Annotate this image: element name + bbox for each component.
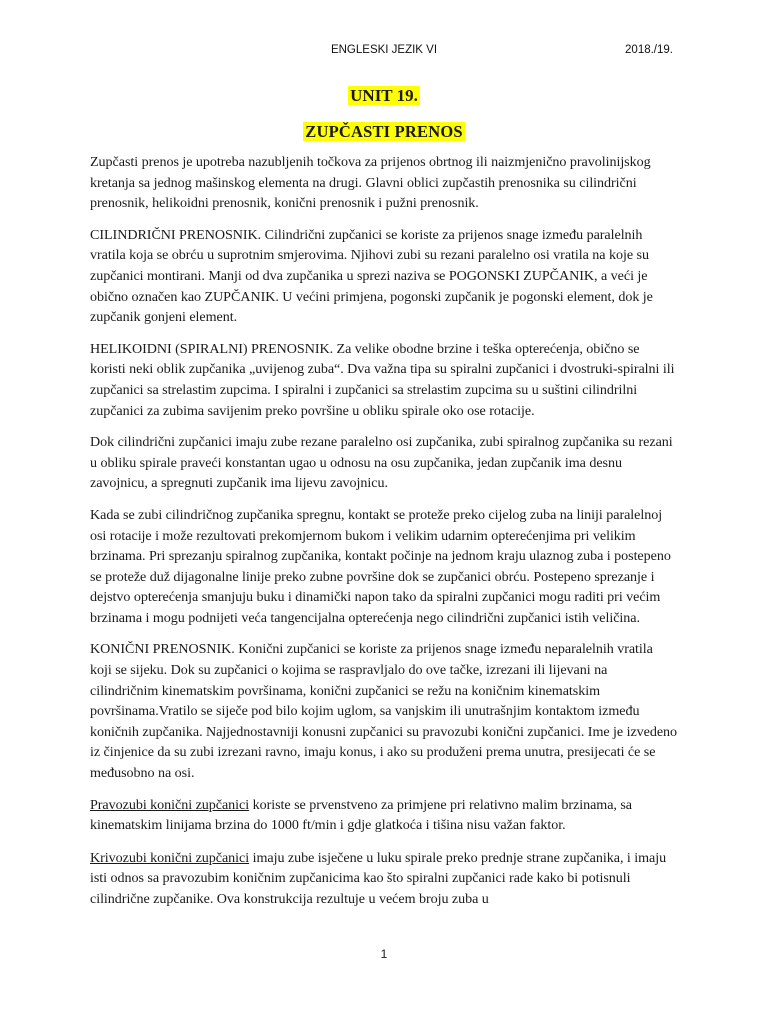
header-year: 2018./19. bbox=[625, 44, 673, 56]
paragraph-meshing: Kada se zubi cilindričnog zupčanika spregnu, kontakt se proteže preko cijelog zuba na liniji paralelnoj osi rotacije i može rezultovati prekomjernom bukom i velikim udarnim opterećenjima pri velikim brzinama. Pri sprezanju spiralnog zupčanika, kontakt počinje na jednom kraju ulaznog zuba i postepeno se proteže duž dijagonalne linije preko zubne površine dok se zupčanici obrću. Postepeno sprezanje i dejstvo opterećenja smanjuju buku i dinamički napon tako da spiralni zupčanici mogu raditi pri većim brzinama i mogu podnijeti veća tangencijalna opterećenja nego cilindrični zupčanici istih veličina. bbox=[90, 506, 671, 626]
main-title-text: ZUPČASTI PRENOS bbox=[305, 122, 463, 141]
main-title bbox=[0, 122, 768, 142]
term-straight-bevel: Pravozubi konični zupčanici bbox=[90, 796, 250, 813]
document-body bbox=[90, 152, 678, 921]
paragraph-straight-bevel-text: koriste se prvenstveno za primjene pri relativno malim brzinama, sa kinematskim linijama brzina do 1000 ft/min i gdje glatkoća i tišina nisu važan faktor. bbox=[90, 796, 633, 834]
paragraph-spiral-bevel bbox=[90, 848, 678, 910]
paragraph-straight-bevel bbox=[90, 795, 678, 836]
page-number: 1 bbox=[380, 947, 388, 961]
paragraph-helical: HELIKOIDNI (SPIRALNI) PRENOSNIK. Za velike obodne brzine i teška opterećenja, obično se koristi neki oblik zupčanika „uvijenog zuba“. Dva važna tipa su spiralni zupčanici i dvostruki-spiralni ili zupčanici sa strelastim zupcima. I spiralni i zupčanici sa strelastim zupcima su u suštini cilindrilni zupčanici za zubima savijenim preko površine u obliku spirale oko ose rotacije. bbox=[90, 340, 675, 419]
paragraph-spiral-bevel-text: imaju zube isječene u luku spirale preko prednje strane zupčanika, i imaju isti odnos sa pravozubim koničnim zupčanicima kao što spiralni zupčanici rade kako bi potisnuli cilindrične zupčanike. Ova konstrukcija rezultuje u većem broju zuba u bbox=[90, 849, 667, 907]
unit-title bbox=[0, 86, 768, 106]
paragraph-bevel: KONIČNI PRENOSNIK. Konični zupčanici se koriste za prijenos snage između neparalelnih vratila koji se sijeku. Dok su zupčanici o kojima se raspravljalo do ove tačke, izrezani ili lijevani na cilindričnim kinematskim površinama, konični zupčanici se režu na koničnim kinematskim površinama.Vratilo se siječe pod bilo kojim uglom, sa vanjskim ili unutrašnjim kontaktom između koničnih zupčanika. Najjednostavniji konusni zupčanici su pravozubi konični zupčanici. Ime je izvedeno iz činjenice da su zubi izrezani ravno, imaju konus, i ako su produženi prema unutra, presijecati će se međusobno na osi. bbox=[90, 641, 678, 782]
header-course: ENGLESKI JEZIK VI bbox=[330, 44, 438, 56]
paragraph-intro: Zupčasti prenos je upotreba nazubljenih točkova za prijenos obrtnog ili naizmjenično pravolinijskog kretanja sa jednog mašinskog elementa na drugi. Glavni oblici zupčastih prenosnika su cilindrični prenosnik, helikoidni prenosnik, konični prenosnik i pužni prenosnik. bbox=[90, 154, 651, 212]
unit-title-text: UNIT 19. bbox=[350, 86, 418, 105]
paragraph-cylindrical: CILINDRIČNI PRENOSNIK. Cilindrični zupčanici se koriste za prijenos snage između paralelnih vratila koja se obrću u suprotnim smjerovima. Njihovi zubi su rezani paralelno osi vratila na koje su zupčanici montirani. Manji od dva zupčanika u sprezi naziva se POGONSKI ZUPČANIK, a veći je obično označen kao ZUPČANIK. U većini primjena, pogonski zupčanik je pogonski element, dok je zupčanik gonjeni element. bbox=[90, 226, 653, 326]
paragraph-helical-teeth: Dok cilindrični zupčanici imaju zube rezane paralelno osi zupčanika, zubi spiralnog zupčanika su rezani u obliku spirale praveći konstantan ugao u odnosu na osu zupčanika, jedan zupčanik ima desnu zavojnicu, a spregnuti zupčanik ima lijevu zavojnicu. bbox=[90, 434, 673, 492]
term-spiral-bevel: Krivozubi konični zupčanici bbox=[90, 849, 250, 866]
